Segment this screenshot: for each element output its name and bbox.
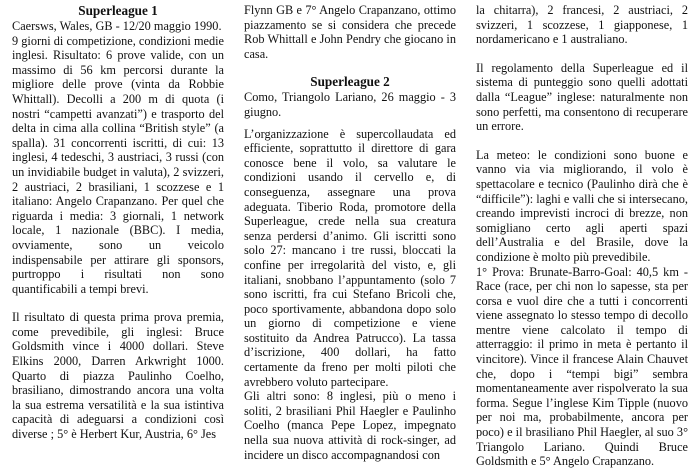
column-2 [244,3,456,462]
column-1 [12,3,224,442]
paragraph-participants: Gli altri sono: 8 inglesi, più o meno i soliti, 2 brasiliani Phil Haegler e Paulinho Coelho (manca Pepe Lopez, impegnato nella sua nuova attività di rock-singer, ad incidere un disco accompagnandosi con [244,389,456,462]
paragraph-weather: La meteo: le condizioni sono buone e vanno via via migliorando, il volo è spettacolare e tecnico (Paulinho dirà che è “difficile”): laghi e valli che si intersecano, creando imprevisti incroci di brezze, non somigliano certo agli aperti spazi dell’Australia e del Brasile, dove la condizione è molto più prevedibile. [476,147,688,264]
paragraph-participants-continued: la chitarra), 2 francesi, 2 austriaci, 2 svizzeri, 1 scozzese, 1 giapponese, 1 nordamericano e 1 australiano. [476,3,688,47]
event-venue-1: Caersws, Wales, GB - 12/20 maggio 1990. [12,19,222,33]
paragraph-rules: Il regolamento della Superleague ed il sistema di punteggio sono quelli adottati dalla “League” inglese: naturalmente non sono perfetti, ma consentono di recuperare un errore. [476,60,688,134]
event-venue-2: Como, Triangolo Lariano, 26 maggio - 3 giugno. [244,90,456,119]
paragraph-organization: L’organizzazione è supercollaudata ed efficiente, soprattutto il direttore di gara conosce bene il volo, sa valutare le condizioni usando il cervello e, di conseguenza, assegnare una prova adeguata. Tiberio Roda, promotore della Superleague, crede nella sua creatura senza perdersi d’animo. Gli iscritti sono solo 27: mancano i tre russi, bloccati la confine per irregolarità del visto, e, gli italiani, snobbano l’appuntamento (solo 7 sono iscritti, fra cui Stefano Bricoli che, poco sportivamente, abbandona dopo solo un giorno di competizione e viene sostituito da Andrea Patrucco). La tassa d’iscrizione, 400 dollari, ha fatto certamente da freno per molti piloti che avrebbero voluto partecipare. [244,126,456,389]
paragraph-results-1: Il risultato di questa prima prova premia, come prevedibile, gli inglesi: Bruce Goldsmith vince i 4000 dollari. Steve Elkins 2000, Darren Arkwright 1000. Quarto di piazza Paulinho Coelho, brasiliano, dimostrando ancora una volta la sua estrema versatilità e la sua istintiva capacità di adeguarsi a condizioni così diverse ; 5° è Herbert Kur, Austria, 6° Jes [12,310,224,442]
column-3 [476,3,688,469]
paragraph-first-race: 1° Prova: Brunate-Barro-Goal: 40,5 km - Race (race, per chi non lo sapesse, sta per corsa e vuol dire che a tutti i concorrenti viene assegnato lo stesso tempo di decollo mentre viene calcolato il tempo di atterraggio: il primo in meta è pertanto il vincitore). Vince il francese Alain Chauvet che, dopo i “tempi bigi” sembra momentaneamente aver rispolverato la sua forma. Segue l’inglese Kim Tipple (nuovo per noi ma, probabilmente, ancora per poco) e il brasiliano Phil Haegler, al suo 3° Triangolo Lariano. Quindi Bruce Goldsmith e 5° Angelo Crapanzano. [476,264,688,469]
section-title-superleague-2: Superleague 2 [310,74,390,90]
paragraph-results-continued: Flynn GB e 7° Angelo Crapanzano, ottimo piazzamento se si considera che precede Rob Whittall e John Pendry che giocano in casa. [244,3,456,61]
paragraph-competition-1: 9 giorni di competizione, condizioni medie inglesi. Risultato: 6 prove valide, con un massimo di 56 km percorsi durante la migliore delle prove (vinta da Robbie Whittall). Decolli a 200 m di quota (i nostri “campetti avanzati”) e trasporto del delta in cima alla collina “British style” (a spalla). 31 concorrenti iscritti, di cui: 13 inglesi, 4 tedeschi, 3 austriaci, 3 russi (con un invidiabile budget in valuta), 2 svizzeri, 2 austriaci, 2 brasiliani, 1 scozzese e 1 italiano: Angelo Crapanzano. Per quel che riguarda i media: 3 giornali, 1 network locale, 1 nazionale (BBC). I media, ovviamente, sono un veicolo indispensabile per attirare gli sponsors, purtroppo i risultati non sono quantificabili a tempi brevi. [12,33,224,296]
section-title-superleague-1: Superleague 1 [78,3,158,18]
